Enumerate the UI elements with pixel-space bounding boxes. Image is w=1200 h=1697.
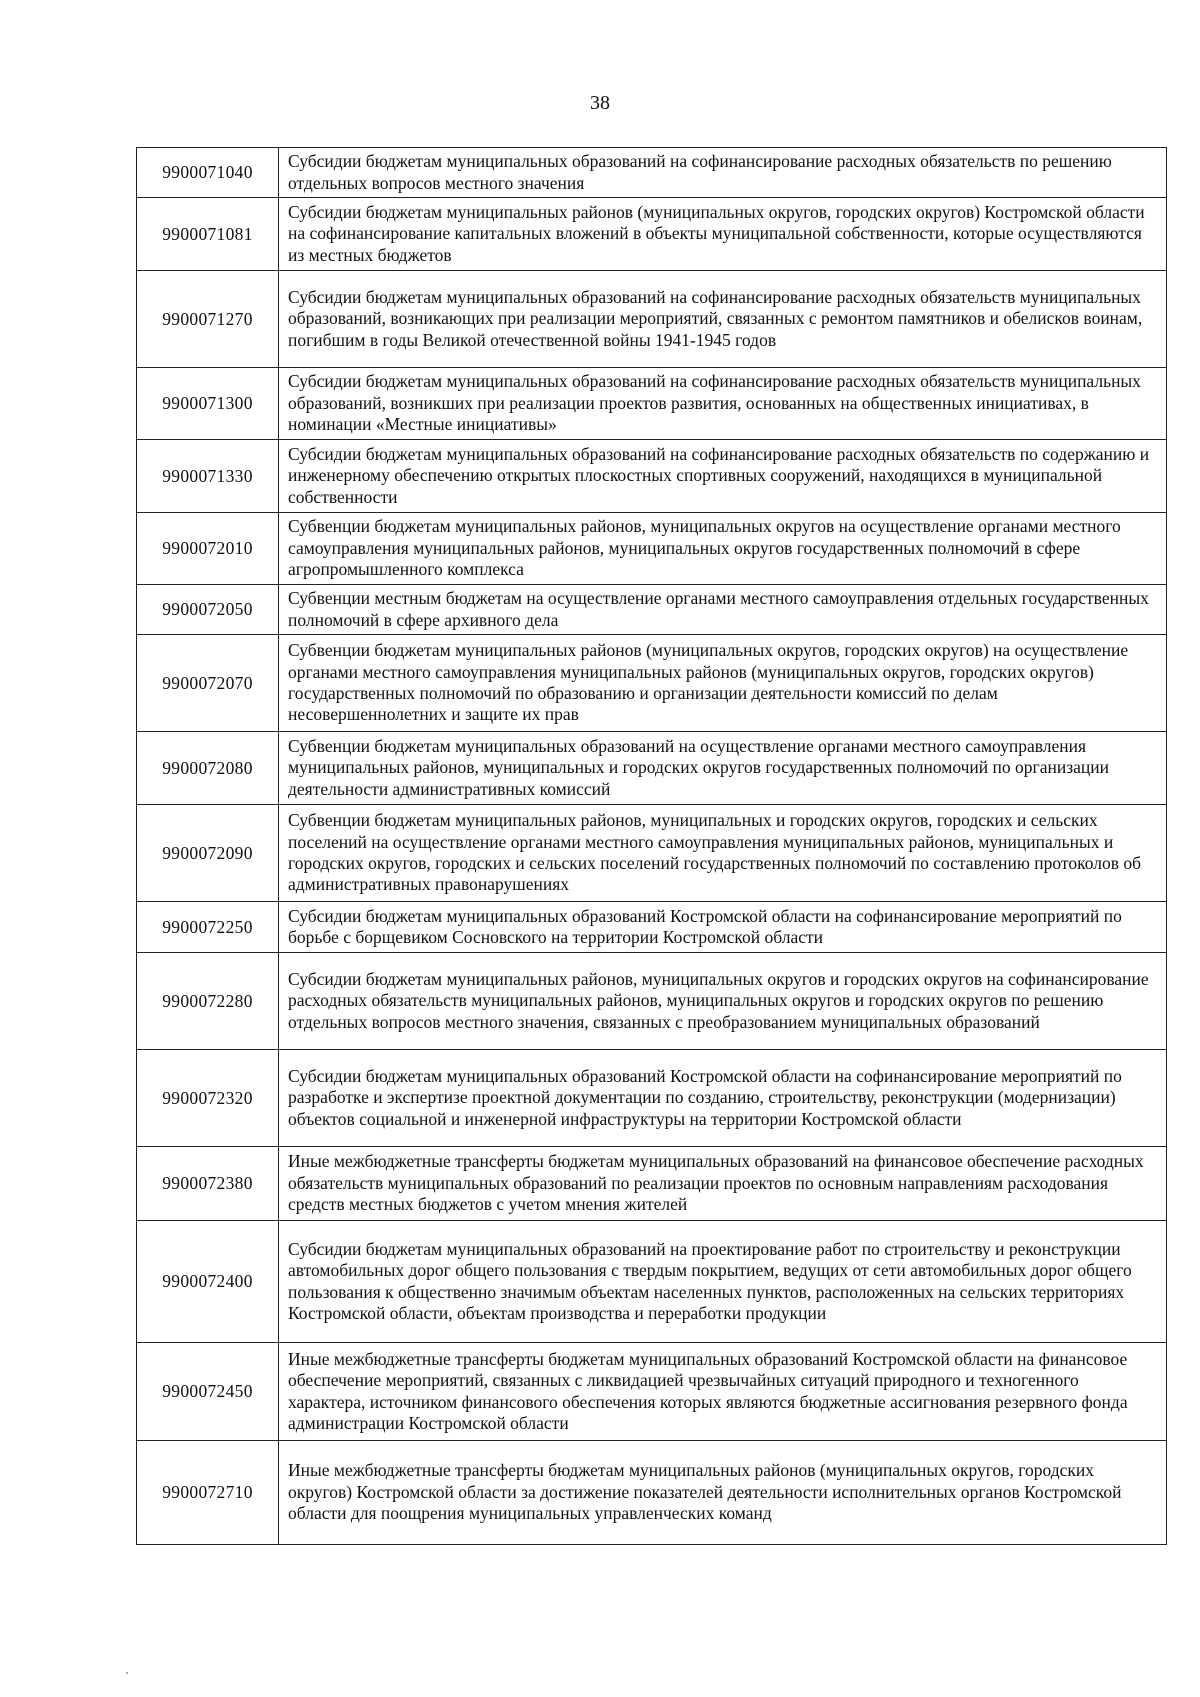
expense-description: Субвенции бюджетам муниципальных районов (муниципальных округов, городских округов) на осуществление органами местного самоуправления муниципальных районов (муниципальных округов, городских округов) государственных полномочий по образованию и организации деятельности комиссий по делам несовершеннолетних и защите их прав [279, 635, 1167, 732]
table-row [137, 148, 1167, 198]
table-row [137, 732, 1167, 805]
classification-code: 9900072280 [137, 953, 279, 1050]
table-row [137, 513, 1167, 585]
expense-description: Иные межбюджетные трансферты бюджетам муниципальных образований Костромской области на финансовое обеспечение мероприятий, связанных с ликвидацией чрезвычайных ситуаций природного и техногенного характера, источником финансового обеспечения которых являются бюджетные ассигнования резервного фонда администрации Костромской области [279, 1343, 1167, 1441]
classification-code: 9900072450 [137, 1343, 279, 1441]
classification-code: 9900071081 [137, 198, 279, 271]
table-row [137, 198, 1167, 271]
table-row [137, 805, 1167, 902]
classification-code: 9900072090 [137, 805, 279, 902]
table-row [137, 368, 1167, 440]
table-row [137, 585, 1167, 635]
table-row [137, 271, 1167, 368]
classification-code: 9900072320 [137, 1050, 279, 1147]
classification-code: 9900072010 [137, 513, 279, 585]
classification-code: 9900072250 [137, 902, 279, 953]
expense-description: Субсидии бюджетам муниципальных районов, муниципальных округов и городских округов на софинансирование расходных обязательств муниципальных районов, муниципальных округов и городских округов по решению отдельных вопросов местного значения, связанных с преобразованием муниципальных образований [279, 953, 1167, 1050]
expense-description: Субсидии бюджетам муниципальных районов (муниципальных округов, городских округов) Костромской области на софинансирование капитальных вложений в объекты муниципальной собственности, которые осуществляются из местных бюджетов [279, 198, 1167, 271]
classification-code: 9900071330 [137, 440, 279, 513]
classification-code: 9900071300 [137, 368, 279, 440]
scan-speck [126, 1672, 128, 1674]
expense-description: Субвенции местным бюджетам на осуществление органами местного самоуправления отдельных государственных полномочий в сфере архивного дела [279, 585, 1167, 635]
table-row [137, 1147, 1167, 1221]
classification-code: 9900072400 [137, 1221, 279, 1343]
expense-description: Иные межбюджетные трансферты бюджетам муниципальных образований на финансовое обеспечение расходных обязательств муниципальных образований по реализации проектов по основным направлениям расходования средств местных бюджетов с учетом мнения жителей [279, 1147, 1167, 1221]
table-row [137, 902, 1167, 953]
classification-code: 9900072080 [137, 732, 279, 805]
expense-description: Субвенции бюджетам муниципальных районов, муниципальных и городских округов, городских и сельских поселений на осуществление органами местного самоуправления муниципальных районов, муниципальных и городских округов, городских и сельских поселений государственных полномочий по составлению протоколов об административных правонарушениях [279, 805, 1167, 902]
classification-code: 9900072050 [137, 585, 279, 635]
classification-code: 9900071270 [137, 271, 279, 368]
table-row [137, 1441, 1167, 1545]
table-row [137, 1050, 1167, 1147]
page-number: 38 [590, 92, 610, 114]
table-row [137, 953, 1167, 1050]
classification-code: 9900072070 [137, 635, 279, 732]
expense-description: Субсидии бюджетам муниципальных образований на софинансирование расходных обязательств муниципальных образований, возникающих при реализации мероприятий, связанных с ремонтом памятников и обелисков воинам, погибшим в годы Великой отечественной войны 1941-1945 годов [279, 271, 1167, 368]
expense-description: Субсидии бюджетам муниципальных образований на софинансирование расходных обязательств по содержанию и инженерному обеспечению открытых плоскостных спортивных сооружений, находящихся в муниципальной собственности [279, 440, 1167, 513]
table-row [137, 1221, 1167, 1343]
budget-code-table [136, 147, 1167, 1545]
expense-description: Субсидии бюджетам муниципальных образований Костромской области на софинансирование мероприятий по борьбе с борщевиком Сосновского на территории Костромской области [279, 902, 1167, 953]
expense-description: Субсидии бюджетам муниципальных образований Костромской области на софинансирование мероприятий по разработке и экспертизе проектной документации по созданию, строительству, реконструкции (модернизации) объектов социальной и инженерной инфраструктуры на территории Костромской области [279, 1050, 1167, 1147]
expense-description: Субсидии бюджетам муниципальных образований на софинансирование расходных обязательств по решению отдельных вопросов местного значения [279, 148, 1167, 198]
classification-code: 9900072380 [137, 1147, 279, 1221]
expense-description: Субвенции бюджетам муниципальных образований на осуществление органами местного самоуправления муниципальных районов, муниципальных и городских округов государственных полномочий по организации деятельности административных комиссий [279, 732, 1167, 805]
table-row [137, 635, 1167, 732]
expense-description: Иные межбюджетные трансферты бюджетам муниципальных районов (муниципальных округов, городских округов) Костромской области за достижение показателей деятельности исполнительных органов Костромской области для поощрения муниципальных управленческих команд [279, 1441, 1167, 1545]
table-row [137, 1343, 1167, 1441]
table-row [137, 440, 1167, 513]
expense-description: Субсидии бюджетам муниципальных образований на проектирование работ по строительству и реконструкции автомобильных дорог общего пользования с твердым покрытием, ведущих от сети автомобильных дорог общего пользования к общественно значимым объектам населенных пунктов, расположенных на сельских территориях Костромской области, объектам производства и переработки продукции [279, 1221, 1167, 1343]
expense-description: Субвенции бюджетам муниципальных районов, муниципальных округов на осуществление органами местного самоуправления муниципальных районов, муниципальных округов государственных полномочий в сфере агропромышленного комплекса [279, 513, 1167, 585]
expense-description: Субсидии бюджетам муниципальных образований на софинансирование расходных обязательств муниципальных образований, возникших при реализации проектов развития, основанных на общественных инициативах, в номинации «Местные инициативы» [279, 368, 1167, 440]
classification-code: 9900072710 [137, 1441, 279, 1545]
classification-code: 9900071040 [137, 148, 279, 198]
